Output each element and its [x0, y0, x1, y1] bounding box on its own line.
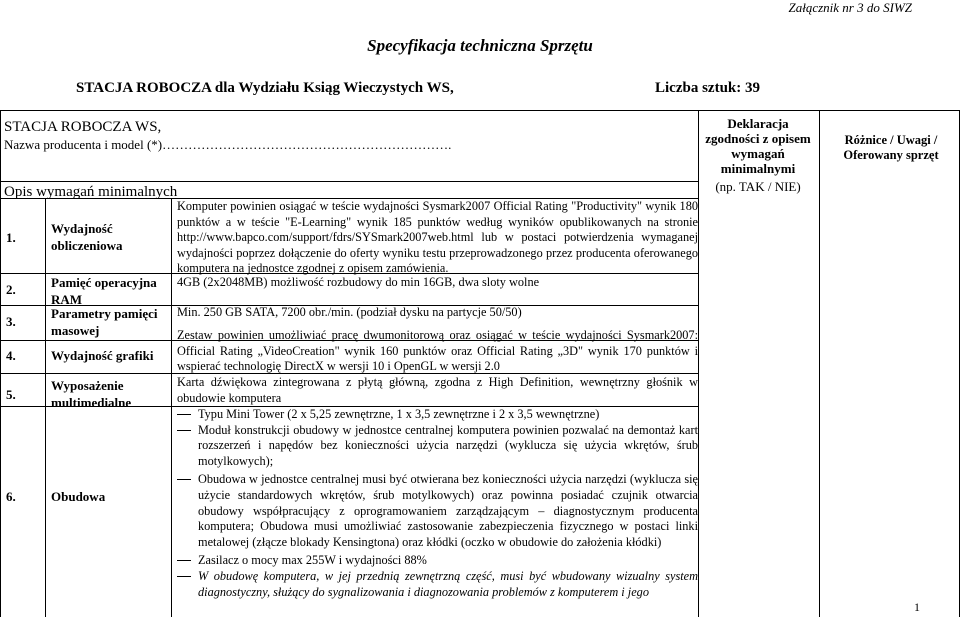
row-label: Parametry pamięci masowej	[51, 306, 158, 338]
housing-bullet-list	[177, 407, 698, 600]
list-item: W obudowę komputera, w jej przednią zewnętrzną część, musi być wbudowany wizualny system diagnostyczny, służący do sygnalizowania i diagnozowania problemów z komputerem i jego	[177, 569, 698, 600]
min-requirements-heading: Opis wymagań minimalnych	[4, 184, 178, 200]
row-number: 5.	[6, 387, 16, 402]
label-column-border	[171, 198, 172, 617]
num-column-border	[45, 198, 46, 617]
decl-column-border	[698, 110, 699, 617]
declaration-header	[702, 116, 814, 194]
table-top-border	[0, 110, 960, 111]
row-number: 2.	[6, 282, 16, 297]
row-label: Wyposażenie multimedialne	[51, 378, 132, 410]
declaration-subtitle: (np. TAK / NIE)	[715, 179, 801, 194]
station-heading: STACJA ROBOCZA dla Wydziału Ksiąg Wieczystych WS,	[76, 80, 454, 96]
list-item: Obudowa w jednostce centralnej musi być otwierana bez konieczności użycia narzędzi (wyklucza się użycie standardowych wkrętów, śrub motylkowych) oraz powinna posiadać czujnik otwarcia obudowy współpracujący z oprogramowaniem zarządzającym – diagnostycznym producenta komputera; Obudowa musi umożliwiać zastosowanie zabezpieczenia fizycznego w postaci linki metalowej (złącze blokady Kensingtona) oraz kłódki (oczko w obudowie do założenia kłódki)	[177, 472, 698, 550]
header-row-border	[0, 181, 698, 182]
row-label: Wydajność obliczeniowa	[51, 221, 123, 253]
row-text: 4GB (2x2048MB) możliwość rozbudowy do min 16GB, dwa sloty wolne	[177, 275, 540, 289]
row-number: 4.	[6, 348, 16, 363]
station-name: STACJA ROBOCZA WS,	[4, 119, 162, 135]
row-number: 3.	[6, 314, 16, 329]
list-item: Moduł konstrukcji obudowy w jednostce centralnej komputera powinien pozwalać na demontaż kart rozszerzeń i napędów bez konieczności użycia narzędzi (wyklucza się użycia wkrętów, śrub motylkowych);	[177, 423, 698, 470]
row-number: 6.	[6, 489, 16, 504]
row-text: Komputer powinien osiągać w teście wydajności Sysmark2007 Official Rating "Productivity" wynik 180 punktów a w teście "E-Learning" wynik 185 punktów według wyników opublikowanych na stronie http://www.bapco.com/support/fdrs/SYSmark2007web.html lub w postaci potwierdzenia wymaganej wydajności poprzez dołączenie do oferty wyniku testu przeprowadzonego przez producenta oferowanego komputera na jednostce zgodnej z opisem zamówienia.	[177, 199, 698, 276]
row-text: Zestaw powinien umożliwiać pracę dwumonitorową oraz osiągać w teście wydajności Sysmark2007: Official Rating „VideoCreation" wynik 160 punktów oraz Official Rating „3D" wynik 170 punktów i wspierać technologię DirectX w wersji 10 i OpenGL w wersji 2.0	[177, 328, 698, 374]
row-label: Wydajność grafiki	[51, 348, 154, 363]
row-text: Min. 250 GB SATA, 7200 obr./min. (podział dysku na partycje 50/50)	[177, 305, 522, 319]
declaration-title: Deklaracja zgodności z opisem wymagań minimalnymi	[705, 116, 811, 176]
page-number: 1	[914, 600, 920, 614]
row-text: Karta dźwiękowa zintegrowana z płytą główną, zgodna z High Definition, wewnętrzny głośnik w obudowie komputera	[177, 375, 698, 405]
list-item: Zasilacz o mocy max 255W i wydajności 88%	[177, 553, 698, 569]
differences-header: Różnice / Uwagi / Oferowany sprzęt	[843, 133, 939, 162]
table-left-border	[0, 110, 1, 617]
quantity-label: Liczba sztuk: 39	[655, 80, 760, 96]
list-item: Typu Mini Tower (2 x 5,25 zewnętrzne, 1 x 3,5 zewnętrzne i 2 x 3,5 wewnętrzne)	[177, 407, 698, 423]
diff-column-border	[819, 110, 820, 617]
attachment-label: Załącznik nr 3 do SIWZ	[788, 0, 912, 15]
producer-field: Nazwa producenta i model (*)………………………………………………………….	[4, 137, 452, 152]
row-label: Pamięć operacyjna RAM	[51, 275, 157, 307]
row-number: 1.	[6, 230, 16, 245]
document-title: Specyfikacja techniczna Sprzętu	[367, 36, 593, 55]
row-label: Obudowa	[51, 489, 106, 504]
station-cell	[4, 118, 451, 154]
